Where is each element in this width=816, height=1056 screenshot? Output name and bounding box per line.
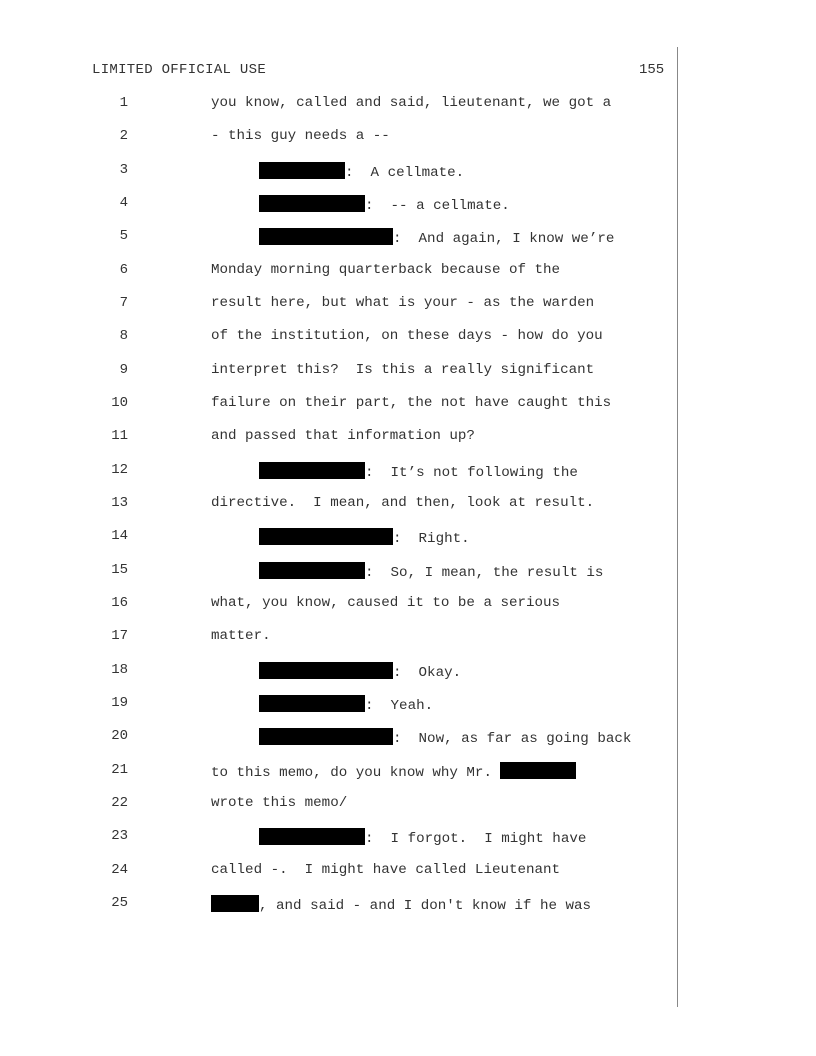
transcript-line bbox=[211, 762, 576, 781]
transcript-line bbox=[211, 428, 475, 444]
line-text: : It’s not following the bbox=[365, 465, 578, 481]
line-text: : Now, as far as going back bbox=[393, 731, 632, 747]
line-text: matter. bbox=[211, 628, 271, 644]
redaction-box bbox=[500, 762, 576, 779]
line-text: : Yeah. bbox=[365, 698, 434, 714]
transcript-line bbox=[211, 895, 591, 914]
transcript-line bbox=[211, 595, 560, 611]
redaction-box bbox=[259, 728, 393, 745]
redaction-box bbox=[259, 195, 365, 212]
line-number: 17 bbox=[111, 628, 128, 644]
transcript-line bbox=[211, 328, 603, 344]
line-number: 8 bbox=[119, 328, 128, 344]
line-number: 24 bbox=[111, 862, 128, 878]
transcript-line bbox=[259, 662, 461, 681]
line-text: result here, but what is your - as the warden bbox=[211, 295, 595, 311]
transcript-line bbox=[259, 562, 603, 581]
line-text: wrote this memo/ bbox=[211, 795, 348, 811]
line-text: : Okay. bbox=[393, 665, 462, 681]
redaction-box bbox=[259, 662, 393, 679]
line-text: you know, called and said, lieutenant, we got a bbox=[211, 95, 612, 111]
line-text: failure on their part, the not have caught this bbox=[211, 395, 612, 411]
line-text: what, you know, caused it to be a serious bbox=[211, 595, 561, 611]
transcript-line bbox=[211, 95, 611, 111]
line-text: and passed that information up? bbox=[211, 428, 475, 444]
redaction-box bbox=[259, 695, 365, 712]
transcript-line bbox=[259, 228, 614, 247]
line-number: 13 bbox=[111, 495, 128, 511]
line-number: 18 bbox=[111, 662, 128, 678]
transcript-line bbox=[259, 728, 631, 747]
line-number: 20 bbox=[111, 728, 128, 744]
line-text: directive. I mean, and then, look at result. bbox=[211, 495, 595, 511]
line-text: Monday morning quarterback because of the bbox=[211, 262, 561, 278]
line-number: 4 bbox=[119, 195, 128, 211]
line-number: 25 bbox=[111, 895, 128, 911]
transcript-line bbox=[259, 195, 510, 214]
transcript-line bbox=[259, 828, 586, 847]
line-number: 6 bbox=[119, 262, 128, 278]
transcript-line bbox=[211, 362, 594, 378]
line-number: 3 bbox=[119, 162, 128, 178]
line-text: : I forgot. I might have bbox=[365, 831, 587, 847]
line-number: 15 bbox=[111, 562, 128, 578]
transcript-line bbox=[211, 495, 594, 511]
line-number: 9 bbox=[119, 362, 128, 378]
line-number: 11 bbox=[111, 428, 128, 444]
line-number: 16 bbox=[111, 595, 128, 611]
transcript-line bbox=[211, 862, 560, 878]
line-text: called -. I might have called Lieutenant bbox=[211, 862, 561, 878]
line-number: 10 bbox=[111, 395, 128, 411]
line-text: : And again, I know we’re bbox=[393, 231, 615, 247]
transcript-line bbox=[259, 528, 470, 547]
line-number: 22 bbox=[111, 795, 128, 811]
line-number: 19 bbox=[111, 695, 128, 711]
redaction-box bbox=[259, 562, 365, 579]
redaction-box bbox=[259, 162, 345, 179]
redaction-box bbox=[211, 895, 259, 912]
line-number: 23 bbox=[111, 828, 128, 844]
line-text: of the institution, on these days - how do you bbox=[211, 328, 603, 344]
line-text: : Right. bbox=[393, 531, 470, 547]
page-number: 155 bbox=[639, 62, 665, 78]
line-number: 5 bbox=[119, 228, 128, 244]
line-text: : So, I mean, the result is bbox=[365, 565, 604, 581]
redaction-box bbox=[259, 828, 365, 845]
line-number: 1 bbox=[119, 95, 128, 111]
right-margin-rule bbox=[677, 47, 678, 1007]
line-text: - this guy needs a -- bbox=[211, 128, 390, 144]
line-number: 12 bbox=[111, 462, 128, 478]
transcript-line bbox=[211, 628, 271, 644]
transcript-line bbox=[211, 795, 347, 811]
transcript-line bbox=[211, 262, 560, 278]
redaction-box bbox=[259, 462, 365, 479]
line-text: : -- a cellmate. bbox=[365, 198, 510, 214]
transcript-line bbox=[259, 462, 578, 481]
line-number: 14 bbox=[111, 528, 128, 544]
transcript-line bbox=[211, 295, 594, 311]
page-header-classification: LIMITED OFFICIAL USE bbox=[92, 62, 267, 78]
transcript-line bbox=[259, 162, 464, 181]
line-number: 7 bbox=[119, 295, 128, 311]
redaction-box bbox=[259, 528, 393, 545]
transcript-line bbox=[259, 695, 433, 714]
line-text: to this memo, do you know why Mr. bbox=[211, 765, 501, 781]
line-text: , and said - and I don't know if he was bbox=[259, 898, 592, 914]
line-number: 2 bbox=[119, 128, 128, 144]
transcript-line bbox=[211, 395, 611, 411]
line-text: interpret this? Is this a really significant bbox=[211, 362, 595, 378]
line-text: : A cellmate. bbox=[345, 165, 465, 181]
redaction-box bbox=[259, 228, 393, 245]
transcript-line bbox=[211, 128, 390, 144]
line-number: 21 bbox=[111, 762, 128, 778]
